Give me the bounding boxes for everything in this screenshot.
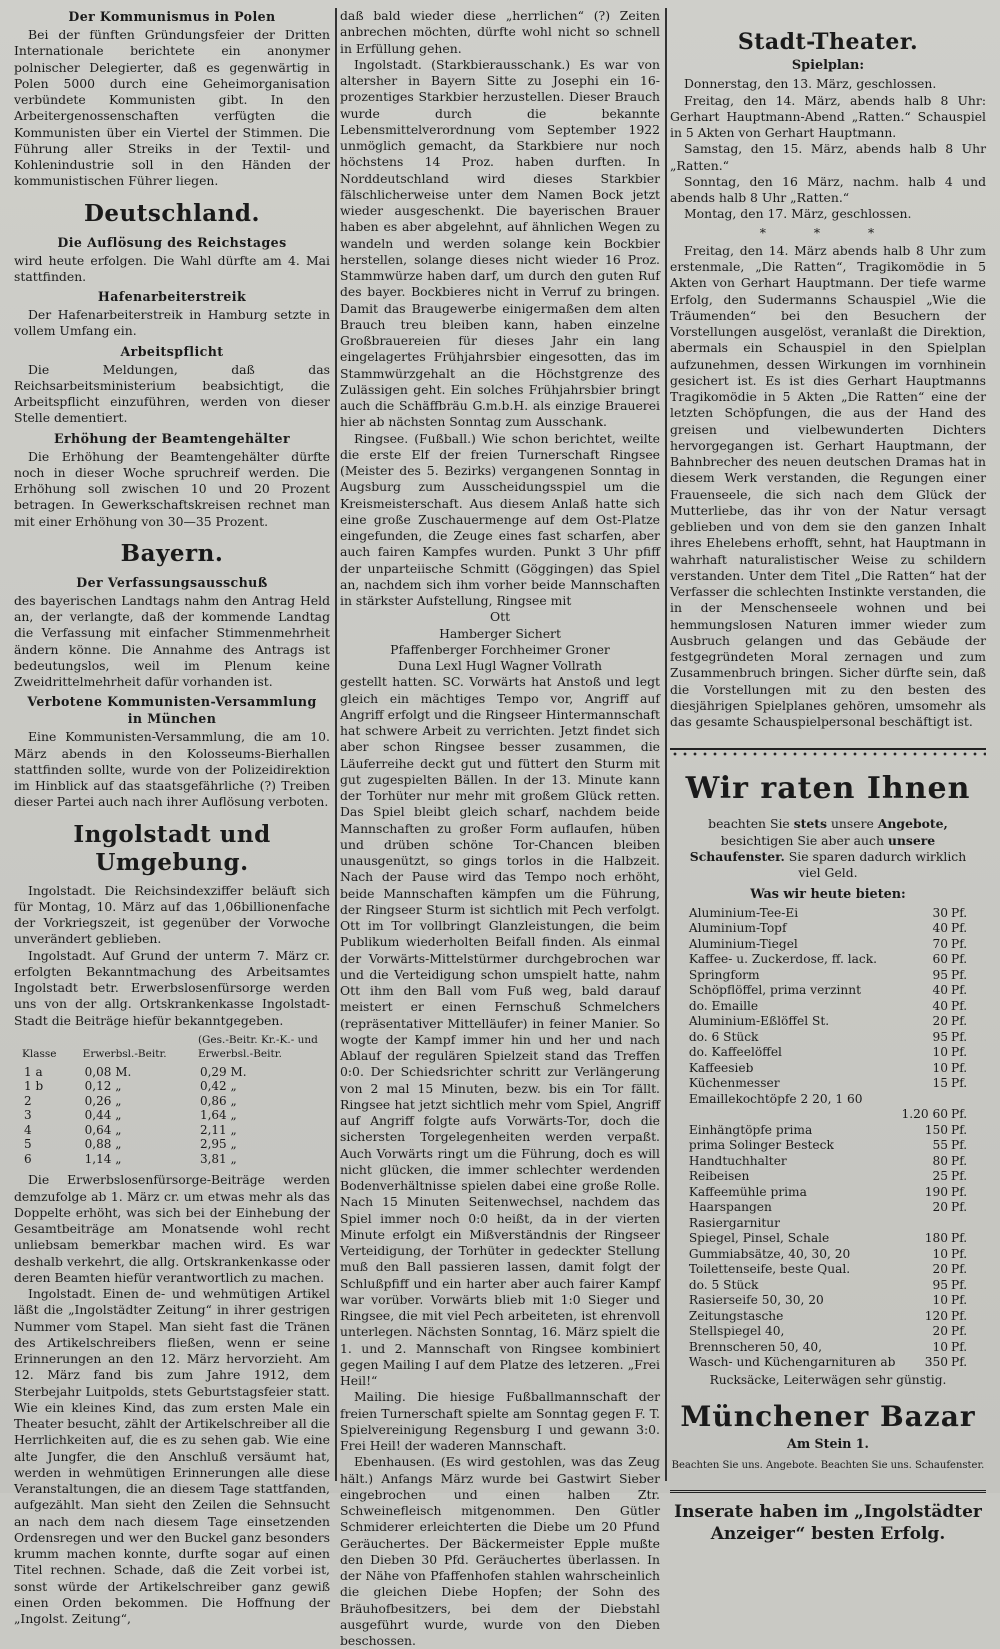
advertiser-address: Am Stein 1. — [787, 1435, 869, 1451]
article-heading: Der Verfassungsausschuß — [76, 574, 268, 590]
article-text: Die Erhöhung der Beamtengehälter dürfte noch in dieser Woche spruchreif werden. Die Erhöhung soll zwischen 10 und 20 Prozent betragen. In Gewerkschaftskreisen rechnet man mit einer Erhöhung von 30—35 Prozent. — [14, 448, 330, 529]
lineup-row: Duna Lexl Hugl Wagner Vollrath — [398, 658, 602, 673]
price-item-value: 95 — [932, 967, 949, 982]
advertiser-hint: Beachten Sie uns. Angebote. Beachten Sie uns. Schaufenster. — [671, 1460, 985, 1471]
schedule-item: Donnerstag, den 13. März, geschlossen. — [684, 76, 937, 92]
price-item-value: 15 — [932, 1076, 949, 1090]
table-cell: 0,44 „ — [84, 1108, 122, 1123]
article-heading: Erhöhung der Beamtengehälter — [54, 430, 290, 446]
price-item-value: 40 — [932, 998, 949, 1013]
table-header: (Ges.-Beitr. Kr.-K.- und Erwerbsl.-Beitr. — [197, 1033, 318, 1061]
schedule-item: Samstag, den 15. März, abends halb 8 Uhr „Ratten.“ — [670, 141, 986, 173]
price-item-name: do. Kaffeelöffel — [688, 1045, 782, 1059]
price-item-name: Aluminium-Topf — [688, 921, 787, 935]
price-item-name: Emaillekochtöpfe 2 20, 1 60 — [688, 1091, 863, 1106]
price-item-unit: Pf. — [951, 1184, 968, 1199]
ad-intro-bold: stets — [793, 816, 827, 832]
price-item-value — [895, 1216, 948, 1232]
price-row — [689, 968, 967, 984]
ad-note: Rucksäcke, Leiterwägen sehr günstig. — [709, 1372, 947, 1387]
price-row — [689, 1154, 967, 1170]
price-item-value: 150 — [924, 1122, 949, 1137]
price-item-value: 190 — [924, 1184, 949, 1199]
price-row — [689, 1247, 967, 1263]
ad-intro-bold: unsere Schaufenster. — [689, 832, 936, 864]
section-title: Bayern. — [120, 539, 224, 567]
table-cell: 5 — [24, 1137, 32, 1152]
table-cell: 4 — [24, 1122, 32, 1137]
table-header-row — [22, 1033, 325, 1065]
price-row — [689, 1355, 967, 1371]
price-row — [689, 1107, 967, 1123]
table-cell: 1,14 „ — [84, 1151, 122, 1166]
price-item-name: Reibeisen — [688, 1169, 750, 1183]
article-heading-line: in München — [127, 711, 217, 727]
price-row — [689, 952, 967, 968]
price-item-unit: Pf. — [951, 1060, 968, 1075]
section-title: Deutschland. — [83, 199, 261, 227]
price-row — [689, 1123, 967, 1139]
price-item-name: Aluminium-Eßlöffel St. — [688, 1014, 830, 1028]
ad-offer-heading: Was wir heute bieten: — [750, 887, 906, 903]
table-row — [22, 1079, 325, 1094]
classified-ad-slogan: Inserate haben im „Ingolstädter Anzeiger“ besten Erfolg. — [670, 1490, 986, 1545]
price-row — [689, 937, 967, 953]
price-item-value: 20 — [932, 1262, 949, 1276]
table-cell: 0,12 „ — [84, 1079, 122, 1094]
price-item-name: Küchenmesser — [688, 1076, 780, 1090]
price-row — [689, 1324, 967, 1340]
price-row — [689, 999, 967, 1015]
price-item-unit: Pf. — [951, 1277, 968, 1292]
table-header: Erwerbsl.-Beitr. — [82, 1048, 167, 1061]
column-middle — [340, 8, 660, 1648]
table-cell: 0,88 „ — [84, 1137, 122, 1152]
price-row — [689, 1014, 967, 1030]
price-row — [689, 1138, 967, 1154]
price-item-unit: Pf. — [951, 952, 968, 966]
schedule-list — [670, 76, 986, 222]
lineup-row: Hamberger Sichert — [439, 625, 561, 641]
price-item-unit: Pf. — [951, 1076, 968, 1090]
price-row — [689, 983, 967, 999]
price-item-unit: Pf. — [951, 1029, 968, 1044]
ad-ornament-border — [670, 748, 986, 756]
price-row — [689, 1061, 967, 1077]
price-list — [689, 906, 967, 1371]
price-row — [689, 1169, 967, 1185]
article-text: Ingolstadt. Einen de- und wehmütigen Artikel läßt die „Ingolstädter Zeitung“ in ihrer gestrigen Nummer vom Stapel. Man sieht fast die Tränen des Artikelschreibers fließen, wenn er seine Erinnerungen an den 12. März hervorzieht. Am 12. März fand bis zum Jahre 1912, dem Sterbejahr Luitpolds, stets Geburtstagsfeier statt. Wie ein kleines Kind, das zum ersten Male ein Theater besucht, zählt der Artikelschreiber all die Herrlichkeiten auf, die es zu sehen gab. Wie eine alte Jungfer, die den Anschluß versäumt hat, werden in wehmütigen Erinnerungen alle diese Veranstaltungen, die an diesem Tage stattfanden, aufgezählt. Man sieht den Zeilen die Sehnsucht an nach dem nach diesem Tage einsetzenden Ordensregen und wer den Buckel ganz besonders krumm machen konnte, durfte sogar auf einen Titel rechnen. Schade, daß die Zeit vorbei ist, sonst würde der Artikelschreiber ganz gewiß einen Orden bekommen. Die Hoffnung der „Ingolst. Zeitung“, — [14, 1286, 330, 1626]
schedule-item: Freitag, den 14. März, abends halb 8 Uhr: Gerhart Hauptmann-Abend „Ratten.“ Schauspiel in 5 Akten von Gerhart Hauptmann. — [670, 92, 986, 140]
price-row — [689, 1092, 967, 1108]
article-text: Ingolstadt. Die Reichsindexziffer beläuft sich für Montag, 10. März auf das 1,06billionenfache der Vorkriegszeit, ist gegenüber der Vorwoche unverändert geblieben. — [14, 882, 330, 947]
price-item-value: 10 — [932, 1339, 949, 1354]
price-item-unit: Pf. — [951, 936, 968, 951]
ad-intro-text: unsere — [827, 816, 878, 832]
price-item-value: 55 — [932, 1138, 949, 1152]
contribution-table — [22, 1033, 325, 1167]
article-text: Ringsee. (Fußball.) Wie schon berichtet, weilte die erste Elf der freien Turnerschaft Ringsee (Meister des 5. Bezirks) vergangenen Sonntag in Augsburg zum Ausscheidungsspiel um die Kreismeisterschaft. Aus diesem Anlaß hatte sich eine große Zuschauermenge auf dem Ost-Platze eingefunden, die Zeuge eines fast scharfen, aber auch fairen Kampfes wurden. Punkt 3 Uhr pfiff der unparteiische Schmitt (Göggingen) das Spiel an, nachdem sich ihm vorher beide Mannschaften in stärkster Aufstellung, Ringsee mit — [340, 430, 660, 608]
price-item-unit: Pf. — [951, 967, 968, 982]
price-item-unit: Pf. — [951, 1355, 968, 1369]
price-item-unit: Pf. — [951, 1324, 968, 1338]
price-item-name: Schöpflöffel, prima verzinnt — [688, 983, 862, 997]
price-item-name: Stellspiegel 40, — [688, 1324, 785, 1338]
table-cell: 1,64 „ — [199, 1108, 237, 1123]
price-item-unit: Pf. — [951, 905, 968, 920]
price-item-unit — [948, 1092, 967, 1108]
price-item-name: Rasierseife 50, 30, 20 — [688, 1293, 824, 1307]
price-item-name: prima Solinger Besteck — [688, 1138, 834, 1152]
price-item-value: 95 — [932, 1277, 949, 1292]
article-text: des bayerischen Landtags nahm den Antrag Held an, der verlangte, daß der kommende Landtag die Verfassung mit einfacher Stimmenmehrheit ändern könne. Die Annahme des Antrags ist bedeutungslos, weil im Plenum keine Zweidrittelmehrheit dafür vorhanden ist. — [14, 592, 330, 689]
price-item-name: Handtuchhalter — [688, 1153, 787, 1168]
table-cell: 1 a — [24, 1064, 43, 1079]
article-text: Ebenhausen. (Es wird gestohlen, was das Zeug hält.) Anfangs März wurde bei Gastwirt Sieber eingebrochen und einen halben Ztr. Schweinefleisch mitgenommen. Den Gütler Schmiderer erleichterten die Diebe um 20 Pfund Geräuchertes. Der Bäckermeister Epple mußte den Dieben 30 Pfd. Geräuchertes überlassen. In der Nähe von Pfaffenhofen stahlen wahrscheinlich die gleichen Diebe Hopfen; der Sohn des Bräuhofbesitzers, bei dem der Diebstahl ausgeführt wurde, wurde von den Dieben beschossen. — [340, 1454, 660, 1648]
price-item-unit: Pf. — [951, 1169, 968, 1183]
article-text: Freitag, den 14. März abends halb 8 Uhr zum erstenmale, „Die Ratten“, Tragikomödie in 5 Akten von Gerhart Hauptmann. Der tiefe warme Erfolg, den Sudermanns Schauspiel „Wie die Träumenden“ bei den Besuchern der Vorstellungen ausgelöst, veranlaßt die Direktion, abermals ein Schauspiel in den Spielplan aufzunehmen, dessen Wirkungen im vornhinein gesichert ist. Es ist dies Gerhart Hauptmanns Tragikomödie in 5 Akten „Die Ratten“ eine der letzten Schöpfungen, die aus der Hand des greisen und vielbewunderten Dichters hervorgegangen ist. Gerhart Hauptmann, der Bahnbrecher des neuen deutschen Dramas hat in diesem Werk verstanden, die Regungen einer Frauenseele, die sich nach dem Glück der Mutterliebe, das ihr von der Natur versagt geblieben und von dem sie den ganzen Inhalt ihres Ehelebens erhofft, sehnt, hat Hauptmann in wahrhaft naturalistischer Weise zu schildern verstanden. Unter dem Titel „Die Ratten“ hat der Verfasser die schlechten Instinkte verstanden, die in der Menschenseele wohnen und bei hemmungslosen Naturen immer wieder zum Ausbruch gelangen und das Gebäude der festgegründeten Moral zernagen und zum Zusammenbruch bringen. Sicher dürfte sein, daß die Vorstellungen mit zu den besten des diesjährigen Spielplanes gehören, umsomehr als das gesamte Schauspielpersonal beschäftigt ist. — [670, 242, 986, 729]
price-item-name: Kaffeesieb — [688, 1060, 754, 1075]
price-item-value: 80 — [932, 1153, 949, 1168]
column-rule — [335, 8, 337, 1481]
price-item-unit: Pf. — [951, 1153, 968, 1168]
table-row — [22, 1094, 325, 1109]
price-item-name: Kaffee- u. Zuckerdose, ff. lack. — [688, 952, 877, 966]
ad-intro-text: beachten Sie — [708, 816, 794, 832]
lineup-row: Ott — [489, 609, 511, 625]
price-item-value: 350 — [924, 1355, 949, 1369]
price-item-value: 40 — [932, 983, 949, 997]
price-item-value: 30 — [932, 905, 949, 920]
price-item-value: 60 — [932, 952, 949, 966]
article-text: Bei der fünften Gründungsfeier der Dritten Internationale berichtete ein anonymer polnischer Delegierter, daß es gegenwärtig in Polen 5000 durch eine Geheimorganisation verbündete Kommunisten gibt. In den Arbeitergenossenschaften verfügten die Kommunisten über ein Viertel der Stimmen. Die Führung aller Streiks in der Textil- und Kohlenindustrie soll in den Händen der kommunistischen Führer liegen. — [14, 27, 330, 189]
price-item-name: Kaffeemühle prima — [688, 1184, 807, 1199]
price-item-value: 1.20 60 — [901, 1107, 949, 1121]
price-item-unit: Pf. — [951, 1246, 968, 1261]
price-item-value: 120 — [924, 1308, 949, 1323]
theater-title: Stadt-Theater. — [737, 29, 919, 55]
article-text: Der Hafenarbeiterstreik in Hamburg setzte in vollem Umfang ein. — [14, 307, 330, 339]
price-item-name: Toilettenseife, beste Qual. — [688, 1262, 851, 1276]
price-item-name: Aluminium-Tee-Ei — [688, 905, 799, 920]
section-title: Ingolstadt und Umgebung. — [73, 820, 271, 876]
column-left — [14, 8, 330, 1626]
price-row — [689, 1045, 967, 1061]
price-item-unit — [948, 1216, 967, 1232]
table-row — [22, 1137, 325, 1152]
price-item-unit: Pf. — [951, 1293, 968, 1307]
column-right — [670, 8, 986, 1545]
price-item-unit: Pf. — [951, 1045, 968, 1059]
price-item-name: do. Emaille — [688, 998, 759, 1013]
price-row — [689, 1278, 967, 1294]
price-row — [689, 1293, 967, 1309]
price-item-unit: Pf. — [951, 1308, 968, 1323]
price-item-value: 20 — [932, 1324, 949, 1338]
price-item-value: 40 — [932, 921, 949, 935]
price-row — [689, 1340, 967, 1356]
table-cell: 0,26 „ — [84, 1093, 122, 1108]
table-cell: 0,86 „ — [199, 1093, 237, 1108]
article-heading-line: Verbotene Kommunisten-Versammlung — [27, 694, 317, 710]
price-item-unit: Pf. — [951, 998, 968, 1013]
table-cell: 0,42 „ — [199, 1079, 237, 1094]
table-header: Klasse — [22, 1048, 57, 1061]
team-lineup — [340, 609, 660, 674]
price-item-unit: Pf. — [951, 1200, 968, 1214]
ad-intro-text: besichtigen Sie aber auch — [720, 832, 888, 848]
article-text: Die Meldungen, daß das Reichsarbeitsministerium beabsichtigt, die Arbeitspflicht einzuführen, werden von dieser Stelle dementiert. — [14, 361, 330, 426]
price-item-value: 20 — [932, 1200, 949, 1214]
price-row — [689, 1185, 967, 1201]
price-item-value: 70 — [932, 936, 949, 951]
price-item-name: Einhängtöpfe prima — [688, 1122, 813, 1137]
article-heading — [14, 693, 330, 727]
separator-stars: * * * — [759, 224, 897, 240]
article-text: daß bald wieder diese „herrlichen“ (?) Zeiten anbrechen möchten, dürfte wohl nicht so schnell in Erfüllung gehen. — [340, 8, 660, 56]
table-cell: 0,08 M. — [84, 1064, 132, 1079]
price-item-value: 20 — [932, 1014, 949, 1028]
price-item-unit: Pf. — [951, 1231, 968, 1245]
price-item-name: do. 5 Stück — [688, 1277, 759, 1292]
table-cell: 3 — [24, 1108, 32, 1123]
price-item-name: Gummiabsätze, 40, 30, 20 — [688, 1246, 851, 1261]
table-row — [22, 1108, 325, 1123]
article-heading: Der Kommunismus in Polen — [68, 9, 276, 24]
price-row — [689, 1216, 967, 1232]
price-item-unit: Pf. — [951, 1138, 968, 1152]
lineup-row: Pfaffenberger Forchheimer Groner — [390, 641, 610, 657]
price-item-value: 25 — [932, 1169, 949, 1183]
price-row — [689, 1200, 967, 1216]
price-item-name: Rasiergarnitur — [688, 1215, 780, 1230]
price-item-value — [895, 1092, 948, 1108]
price-item-unit: Pf. — [951, 983, 968, 997]
price-item-name: Springform — [688, 967, 760, 982]
table-cell: 6 — [24, 1151, 32, 1166]
price-item-unit: Pf. — [951, 921, 968, 935]
price-item-name: do. 6 Stück — [688, 1029, 759, 1044]
article-text: Mailing. Die hiesige Fußballmannschaft der freien Turnerschaft spielte am Sonntag gegen F. T. Spielvereinigung Regensburg I und gewann 3:0. Frei Heil! der waderen Mannschaft. — [340, 1389, 660, 1453]
article-heading: Die Auflösung des Reichstages — [57, 234, 287, 250]
price-item-value: 10 — [932, 1045, 949, 1059]
table-row — [22, 1152, 325, 1167]
price-row — [689, 906, 967, 922]
price-row — [689, 921, 967, 937]
table-cell: 2,11 „ — [199, 1122, 237, 1137]
article-text: wird heute erfolgen. Die Wahl dürfte am 4. Mai stattfinden. — [14, 252, 330, 284]
price-row — [689, 1076, 967, 1092]
ad-title: Wir raten Ihnen — [685, 771, 971, 807]
table-cell: 3,81 „ — [199, 1151, 237, 1166]
article-text: gestellt hatten. SC. Vorwärts hat Anstoß und legt gleich ein mächtiges Tempo vor, Angriff auf Angriff erfolgt und die Ringseer Hintermannschaft hat schwere Arbeit zu verrichten. Jetzt findet sich aber schon Ringsee besser zusammen, die Läuferreihe deckt gut und füttert den Sturm mit gut zugespielten Bällen. In der 13. Minute kann der Torhüter nur mehr mit großem Glück retten. Das Spiel bleibt gleich scharf, nachdem beide Mannschaften zu großer Form auflaufen, hüben und drüben schöne Tor-Chancen bleiben unausgenützt, so gings torlos in die Halbzeit. Nach der Pause wird das Tempo noch erhöht, beide Mannschaften kämpfen um die Führung, der Ringseer Sturm ist sichtlich mit Pech verfolgt. Ott im Tor vollbringt Glanzleistungen, die beim Publikum wiederholten Beifall finden. Als einmal der Vorwärts-Mittelstürmer durchgebrochen war und die Verteidigung schon umspielt hatte, nahm Ott ihm den Ball vom Fuß weg, bald darauf meistert er einen Fernschuß Schmelchers (repräsentativer Mittelläufer) in feiner Manier. So wogte der Kampf immer hin und her und nach Ablauf der regulären Spielzeit stand das Treffen 0:0. Der Schiedsrichter schritt zur Verlängerung von 2 mal 15 Minuten, bezw. bis ein Tor fällt. Ringsee hat jetzt sichtlich mehr vom Spiel, Angriff auf Angriff folgte aufs Vorwärts-Tor, doch die sichersten Torgelegenheiten werden verpaßt. Auch Vorwärts ringt um die Führung, doch es will nicht glücken, die immer schlechter werdenden Bodenverhältnisse spielen dabei eine große Rolle. Nach 15 Minuten Seitenwechsel, nachdem das Spiel immer noch 0:0 heißt, da in der vierten Minute erfolgt ein Mißverständnis der Ringseer Verteidigung, der Torhüter in gedeckter Stellung muß den Ball passieren lassen, damit folgt der Schlußpfiff und ein harter aber auch fairer Kampf war vorüber. Vorwärts blieb mit 1:0 Sieger und Ringsee, die mit viel Pech arbeiteten, ist ehrenvoll unterlegen. Nächsten Sonntag, 16. März spielt die 1. und 2. Mannschaft von Ringsee kombiniert gegen Mailing I auf dem Platze des letzeren. „Frei Heil!“ — [340, 674, 660, 1388]
price-item-name: Spiegel, Pinsel, Schale — [688, 1231, 830, 1245]
article-text: Ingolstadt. Auf Grund der unterm 7. März cr. erfolgten Bekanntmachung des Arbeitsamtes Ingolstadt betr. Erwerbslosenfürsorge werden uns von der allg. Ortskrankenkasse Ingolstadt-Stadt die Beiträge hiefür bekanntgegeben. — [14, 947, 330, 1028]
price-item-unit: Pf. — [951, 1122, 968, 1137]
ad-intro — [670, 816, 986, 881]
ad-intro-bold: Angebote, — [877, 816, 948, 832]
article-text: Die Erwerbslosenfürsorge-Beiträge werden demzufolge ab 1. März cr. um etwas mehr als das Doppelte erhöht, was sich bei der Einhebung der Gesamtbeiträge am Monatsende wohl recht unliebsam bemerkbar machen wird. Es war deshalb verkehrt, die allg. Ortskrankenkasse oder deren Beamten hiefür verantwortlich zu machen. — [14, 1172, 330, 1285]
price-item-unit: Pf. — [951, 1262, 968, 1276]
price-row — [689, 1262, 967, 1278]
theater-subtitle: Spielplan: — [791, 58, 865, 73]
table-row — [22, 1065, 325, 1080]
ad-intro-text: Sie sparen dadurch wirklich viel Geld. — [784, 848, 967, 880]
article-heading: Arbeitspflicht — [120, 343, 224, 359]
article-text: Eine Kommunisten-Versammlung, die am 10. März abends in den Kolosseums-Bierhallen stattfinden sollte, wurde von der Polizeidirektion im Hinblick auf das staatsgefährliche (?) Treiben dieser Partei auch nach ihrer Auflösung verboten. — [14, 729, 330, 810]
price-row — [689, 1030, 967, 1046]
table-cell: 1 b — [24, 1079, 44, 1094]
schedule-item: Montag, den 17. März, geschlossen. — [684, 206, 912, 222]
article-heading: Hafenarbeiterstreik — [97, 289, 247, 304]
table-cell: 0,29 M. — [199, 1064, 247, 1079]
column-rule — [665, 8, 667, 1481]
article-text: Ingolstadt. (Starkbierausschank.) Es war von altersher in Bayern Sitte zu Josephi ein 16-prozentiges Starkbier herzustellen. Dieser Brauch wurde durch die bekannte Lebensmittelverordnung vom September 1922 unmöglich gemacht, da Starkbiere nur noch höchstens 14 Proz. haben durften. In Norddeutschland wird dieses Starkbier fälschlicherweise unter dem Namen Bock jetzt wieder ausgeschenkt. Die bayerischen Brauer haben es aber abgelehnt, auf ähnlichen Wegen zu wandeln und werden solange kein Bockbier herstellen, solange dieses nicht wieder 16 Proz. Stammwürze haben darf, um durch den guten Ruf des bayer. Bockbieres nicht in Verruf zu bringen. Damit das Braugewerbe einigermaßen dem alten Brauch treu bleiben kann, haben einzelne Großbrauereien für dieses Jahr ein lang eingelagertes Frühjahrsbier eingesotten, das im Stammwürzgehalt an die Höchstgrenze des Zulässigen geht. Ein solches Frühjahrsbier bringt auch die Schäffbräu G.m.b.H. als einzige Brauerei hier ab nächsten Sonntag zum Ausschank. — [340, 56, 660, 430]
price-item-unit: Pf. — [951, 1107, 968, 1121]
price-item-value: 180 — [924, 1231, 949, 1245]
table-row — [22, 1123, 325, 1138]
price-item-name: Haarspangen — [688, 1200, 772, 1214]
table-cell: 2,95 „ — [199, 1137, 237, 1152]
price-item-name — [689, 1107, 896, 1123]
price-item-value: 10 — [932, 1060, 949, 1075]
price-item-name: Zeitungstasche — [688, 1308, 784, 1323]
advertiser-name: Münchener Bazar — [680, 1399, 976, 1433]
price-item-name: Wasch- und Küchengarnituren ab — [688, 1355, 896, 1369]
price-item-name: Brennscheren 50, 40, — [688, 1339, 823, 1354]
price-row — [689, 1309, 967, 1325]
price-item-value: 10 — [932, 1246, 949, 1261]
price-item-value: 95 — [932, 1029, 949, 1044]
price-item-unit: Pf. — [951, 1339, 968, 1354]
price-item-value: 10 — [932, 1293, 949, 1307]
price-row — [689, 1231, 967, 1247]
schedule-item: Sonntag, den 16 März, nachm. halb 4 und abends halb 8 Uhr „Ratten.“ — [670, 173, 986, 205]
table-cell: 0,64 „ — [84, 1122, 122, 1137]
table-cell: 2 — [24, 1093, 32, 1108]
price-item-unit: Pf. — [951, 1014, 968, 1028]
price-item-name: Aluminium-Tiegel — [688, 936, 798, 951]
